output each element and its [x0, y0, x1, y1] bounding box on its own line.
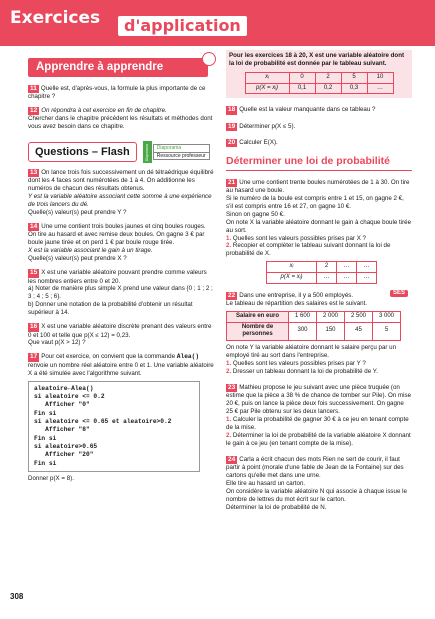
exercise-number: 13 [30, 169, 38, 177]
table-cell: 3 000 [373, 311, 401, 322]
gain-table [266, 261, 377, 283]
table-cell: … [357, 273, 377, 284]
exercise-part-a: a) Noter de manière plus simple X prend une valeur dans {0 ; 1 ; 2 ; 3 ; 4 ; 5 ; 6}. [28, 285, 213, 301]
header-bar [0, 0, 435, 46]
exercise-q2: Déterminer la loi de probabilité de la variable aléatoire X donnant le gain à ce jeu (en tenant compte de la mise). [226, 431, 411, 447]
code-line: si aleatoire <= 0.2 [34, 392, 105, 400]
probability-table [245, 72, 394, 94]
exercise-18 [226, 106, 412, 114]
table-row-label: p(X = xᵢ) [267, 273, 317, 284]
exercise-number: 17 [30, 353, 38, 361]
table-cell: 0,1 [289, 83, 315, 94]
code-line: Afficher "0" [34, 401, 90, 409]
exercise-number: 16 [30, 323, 38, 331]
table-cell: … [337, 273, 357, 284]
exercise-q2: Dresser un tableau donnant la loi de probabilité de Y. [232, 367, 378, 375]
table-row-label: Salaire en euro [227, 311, 289, 322]
exercise-14 [28, 223, 214, 263]
questions-flash-header [28, 141, 214, 163]
section-apprendre-title [28, 58, 208, 77]
exercise-text-b: renvoie un nombre réel aléatoire entre 0 et 1. Une variable aléatoire X a été simulée avec l'algorithme suivant. [28, 361, 214, 377]
table-intro-block [226, 50, 412, 98]
exercise-question: Donner p(X = 8). [28, 475, 74, 483]
table-cell: … [337, 262, 357, 273]
table-cell: 300 [289, 322, 317, 340]
exercise-20 [226, 139, 412, 147]
brain-icon [202, 52, 216, 66]
exercise-text: Une urne contient trente boules numérotées de 1 à 30. On tire au hasard une boule. [226, 178, 410, 194]
salary-table [226, 311, 401, 341]
legend-diaporama: Diaporama [156, 145, 182, 152]
exercise-text: Carla a écrit chacun des mots Rien ne sert de courir, il faut partir à point (morale d'une fable de Jean de la Fontaine) sur des cartons qu'elle met dans une urne. [226, 455, 404, 479]
exercise-number: 20 [228, 138, 236, 146]
exercise-number: 15 [30, 269, 38, 277]
ses-badge: SES [390, 290, 408, 298]
exercise-text-2: Le tableau de répartition des salaires est le suivant. [226, 300, 368, 307]
exercise-number: 19 [228, 122, 236, 130]
exercise-text-a: Pour cet exercice, on convient que la commande [41, 353, 176, 361]
table-cell: … [367, 83, 393, 94]
table-cell: 0,2 [315, 83, 341, 94]
exercise-text: Calculer E(X). [239, 138, 278, 146]
exercise-text: Mathieu propose le jeu suivant avec une pièce truquée (on estime que la pièce a 38 % de chance de tomber sur Pile). On mise 20 €, puis on lance la pièce deux fois successivement. On gagne 25 € par Pile obtenu sur les deux lancers. [226, 383, 412, 415]
exercise-16 [28, 323, 214, 347]
code-line: Afficher "8" [34, 426, 90, 434]
exercise-number: 11 [30, 84, 37, 92]
exercise-15 [28, 269, 214, 317]
code-line: Fin si [34, 434, 57, 442]
section-flash-title: Questions – Flash [28, 142, 137, 162]
exercise-question: Déterminer la loi de probabilité de N. [226, 503, 327, 511]
table-intro-text: Pour les exercices 18 à 20, X est une variable aléatoire dont la loi de probabilité est donnée par le tableau suivant. [229, 52, 405, 67]
exercise-22: 22 Dans une entreprise, il y a 500 employés. SES Le tableau de répartition des salaires est le suivant. Salaire en euro 1 600 2 000 2 500 3 000 Nombre de personnes 300 150 45 5 On note Y la variable aléatoire donnant le salaire perçu par un employé tiré au sort dans l'entreprise. 1. Quelles sont les valeurs possibles prises par Y ? 2. Dresser un tableau donnant la loi de probabilité de Y. [226, 292, 412, 376]
table-cell: 5 [373, 322, 401, 340]
exercise-text-2: Y est la variable aléatoire associant cette somme à une expérience de trois lancers du dé. [28, 193, 212, 209]
header-title: Exercices [10, 8, 101, 28]
exercise-text: Quelle est la valeur manquante dans ce tableau ? [239, 106, 376, 114]
table-row-label: xᵢ [267, 262, 317, 273]
exercise-text: X est une variable aléatoire pouvant prendre comme valeurs les nombres entiers entre 0 et 20. [28, 269, 207, 285]
page-number: 308 [10, 592, 24, 601]
exercise-number: 21 [228, 178, 236, 186]
table-cell: 150 [317, 322, 345, 340]
exercise-text-2: Elle tire au hasard un carton. [226, 479, 306, 487]
code-line: si aleatoire>0.65 [34, 443, 98, 451]
flash-legend [153, 144, 210, 160]
left-column [28, 52, 214, 483]
right-column [226, 50, 412, 512]
header-subtitle: d'application [116, 14, 249, 38]
exercise-24 [226, 456, 412, 512]
exercise-number: 12 [30, 106, 38, 114]
algorithm-code-block [28, 381, 200, 473]
table-cell: 0 [289, 72, 315, 83]
table-cell: 5 [341, 72, 367, 83]
code-line: Fin si [34, 409, 57, 417]
exercise-text-2: X est la variable associant le gain à un tirage. [28, 247, 153, 255]
section-apprendre-label: Apprendre à apprendre [36, 61, 164, 73]
exercise-intro: On répondra à cet exercice en fin de chapitre. [41, 106, 167, 114]
exercise-11 [28, 85, 214, 101]
exercise-13 [28, 169, 214, 217]
table-cell: … [317, 273, 337, 284]
table-cell: 10 [367, 72, 393, 83]
exercise-q1: Quelles sont les valeurs possibles prises par X ? [232, 234, 366, 242]
exercise-text-3: On considère la variable aléatoire N qui associe à chaque issue le nombre de lettres du mot écrit sur le carton. [226, 487, 407, 503]
exercise-q1: Quelles sont les valeurs possibles prises par Y ? [232, 359, 366, 367]
exercise-number: 14 [30, 223, 38, 231]
table-row-label: Nombre de personnes [227, 322, 289, 340]
exercise-text-4: On note X la variable aléatoire donnant le gain à chaque boule tirée au sort. [226, 218, 412, 234]
exercise-number: 18 [228, 106, 236, 114]
exercise-number: 23 [228, 383, 236, 391]
exercise-question: Quelle(s) valeur(s) peut prendre Y ? [28, 209, 127, 217]
table-cell: 2 000 [317, 311, 345, 322]
diaporama-tag-label: Diaporama [145, 143, 150, 161]
exercise-text: Une urne contient trois boules jaunes et cinq boules rouges. On tire au hasard et avec remise deux boules. On gagne 3 € par boule jaune tirée et on perd 1 € par boule rouge tirée. [28, 223, 206, 247]
table-cell: 2 [317, 262, 337, 273]
alea-command: Alea() [176, 353, 200, 361]
exercise-q1: Calculer la probabilité de gagner 30 € à ce jeu en tenant compte de la mise. [226, 415, 409, 431]
exercise-text-3: On note Y la variable aléatoire donnant le salaire perçu par un employé tiré au sort dans l'entreprise. [226, 343, 397, 359]
table-cell: 45 [345, 322, 373, 340]
table-cell: … [357, 262, 377, 273]
legend-ressource: Ressource professeur [154, 152, 209, 159]
exercise-question: Que vaut p(X > 12) ? [28, 339, 86, 347]
exercise-12 [28, 107, 214, 131]
exercise-text-2: Si le numéro de la boule est compris entre 1 et 15, on gagne 2 €, s'il est compris entre 16 et 27, on gagne 10 €. [226, 194, 404, 210]
exercise-text: X est une variable aléatoire discrète prenant des valeurs entre 0 et 100 et telle que p(X ≤ 12) = 0,23. [28, 323, 212, 339]
exercise-number: 22 [228, 291, 236, 299]
exercise-text: On lance trois fois successivement un dé tétraédrique équilibré dont les 4 faces sont numérotées de 1 à 4. On additionne les numéros de chacun des résultats obtenus. [28, 169, 214, 193]
exercise-text-3: Sinon on gagne 50 €. [226, 210, 285, 218]
table-cell: 2 500 [345, 311, 373, 322]
section-loi-title: Déterminer une loi de probabilité [226, 155, 412, 170]
exercise-19 [226, 123, 412, 131]
exercise-text: Dans une entreprise, il y a 500 employés. [239, 291, 354, 299]
code-line: si aleatoire <= 0.65 et aleatoire>0.2 [34, 418, 172, 426]
exercise-21: 21 Une urne contient trente boules numérotées de 1 à 30. On tire au hasard une boule. Si le numéro de la boule est compris entre 1 et 15, on gagne 2 €, s'il est compris entre 16 et 27, on gagne 10 €. Sinon on gagne 50 €. On note X la variable aléatoire donnant le gain à chaque boule tirée au sort. 1. Quelles sont les valeurs possibles prises par X ? 2. Recopier et compléter le tableau suivant donnant la loi de probabilité de X. xᵢ 2 … … p(X = xᵢ) … … … [226, 179, 412, 284]
code-line: aleatoire←Alea() [34, 384, 94, 392]
table-cell: 2 [315, 72, 341, 83]
exercise-text: Déterminer p(X ≤ 5). [239, 122, 296, 130]
table-cell: 1 600 [289, 311, 317, 322]
table-row-label: p(X = xᵢ) [245, 83, 289, 94]
exercise-23: 23 Mathieu propose le jeu suivant avec une pièce truquée (on estime que la pièce a 38 % de chance de tomber sur Pile). On mise 20 €, puis on lance la pièce deux fois successivement. On gagne 25 € par Pile obtenu sur les deux lancers. 1. Calculer la probabilité de gagner 30 € à ce jeu en tenant compte de la mise. 2. Déterminer la loi de probabilité de la variable aléatoire X donnant le gain à ce jeu (en tenant compte de la mise). [226, 383, 412, 447]
exercise-part-b: b) Donner une notation de la probabilité d'obtenir un résultat supérieur à 14. [28, 301, 193, 317]
exercise-q2: Recopier et compléter le tableau suivant donnant la loi de probabilité de X. [226, 242, 391, 258]
table-row-label: xᵢ [245, 72, 289, 83]
code-line: Afficher "20" [34, 451, 94, 459]
exercise-text: Quelle est, d'après-vous, la formule la plus importante de ce chapitre ? [28, 84, 206, 101]
code-line: Fin si [34, 459, 57, 467]
diaporama-tag [143, 141, 152, 163]
table-cell: 0,3 [341, 83, 367, 94]
exercise-question: Quelle(s) valeur(s) peut prendre X ? [28, 255, 127, 263]
exercise-number: 24 [228, 455, 236, 463]
exercise-text: Chercher dans le chapitre précédent les résultats et méthodes dont vous avez besoin dans ce chapitre. [28, 115, 213, 131]
exercise-17 [28, 353, 214, 483]
